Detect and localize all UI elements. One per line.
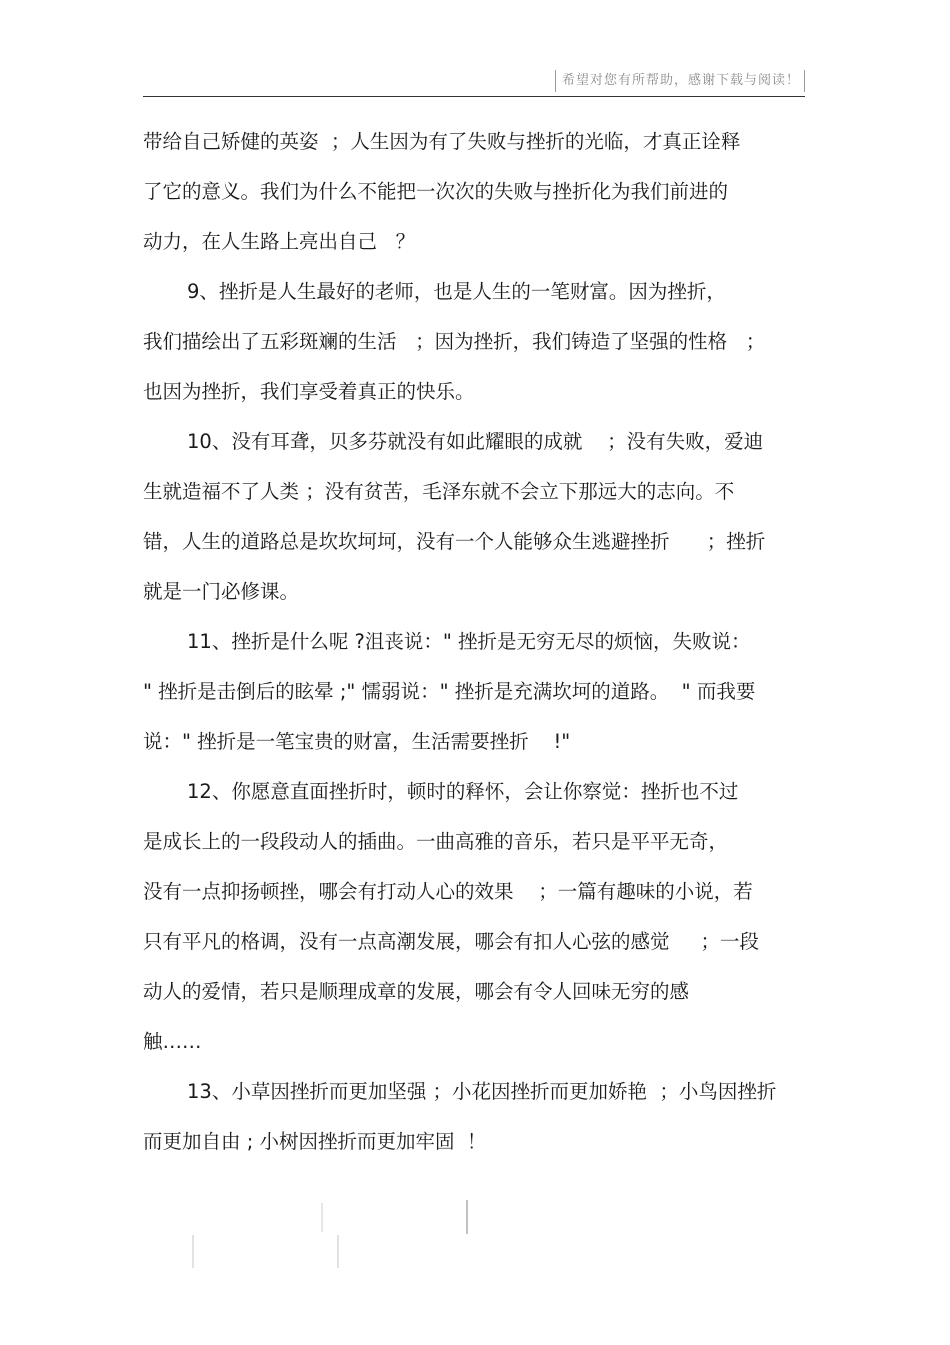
text-line: 只有平凡的格调，没有一点高潮发展，哪会有扣人心弦的感觉 ；一段	[143, 930, 759, 953]
text-line: 是成长上的一段段动人的插曲。一曲高雅的音乐，若只是平平无奇，	[143, 830, 729, 853]
text-line: 带给自己矫健的英姿 ；人生因为有了失败与挫折的光临，才真正诠释	[143, 130, 741, 153]
text-line: 9、挫折是人生最好的老师，也是人生的一笔财富。因为挫折，	[187, 280, 726, 303]
text-line: 就是一门必修课。	[143, 580, 300, 603]
text-line: 触……	[143, 1030, 202, 1053]
text-line: 错，人生的道路总是坎坎坷坷，没有一个人能够众生逃避挫折 ；挫折	[143, 530, 766, 553]
text-line: 了它的意义。我们为什么不能把一次次的失败与挫折化为我们前进的	[143, 180, 729, 203]
text-line: 而更加自由 ; 小树因挫折而更加牢固 ！	[143, 1130, 487, 1153]
page-header	[143, 66, 805, 97]
text-line: 没有一点抑扬顿挫，哪会有打动人心的效果 ；一篇有趣味的小说，若	[143, 880, 753, 903]
text-line: " 挫折是击倒后的眩晕 ;" 懦弱说：" 挫折是充满坎坷的道路。 " 而我要	[143, 680, 756, 703]
text-line: 11、挫折是什么呢 ?沮丧说：" 挫折是无穷无尽的烦恼，失败说：	[187, 630, 751, 653]
text-line: 也因为挫折，我们享受着真正的快乐。	[143, 380, 475, 403]
document-body	[143, 117, 805, 1167]
text-line: 13、小草因挫折而更加坚强 ；小花因挫折而更加娇艳 ；小鸟因挫折	[187, 1080, 777, 1103]
text-line: 说：" 挫折是一笔宝贵的财富，生活需要挫折 !"	[143, 730, 571, 753]
text-line: 我们描绘出了五彩斑斓的生活 ；因为挫折，我们铸造了坚强的性格 ；	[143, 330, 766, 353]
text-line: 动力，在人生路上亮出自己 ？	[143, 230, 416, 253]
header-note: 希望对您有所帮助，感谢下载与阅读！	[555, 70, 805, 92]
text-line: 10、没有耳聋，贝多芬就没有如此耀眼的成就 ；没有失败，爱迪	[187, 430, 764, 453]
text-line: 动人的爱情，若只是顺理成章的发展，哪会有令人回味无穷的感	[143, 980, 690, 1003]
text-line: 生就造福不了人类 ；没有贫苦，毛泽东就不会立下那远大的志向。不	[143, 480, 735, 503]
text-line: 12、你愿意直面挫折时，顿时的释怀，会让你察觉：挫折也不过	[187, 780, 739, 803]
